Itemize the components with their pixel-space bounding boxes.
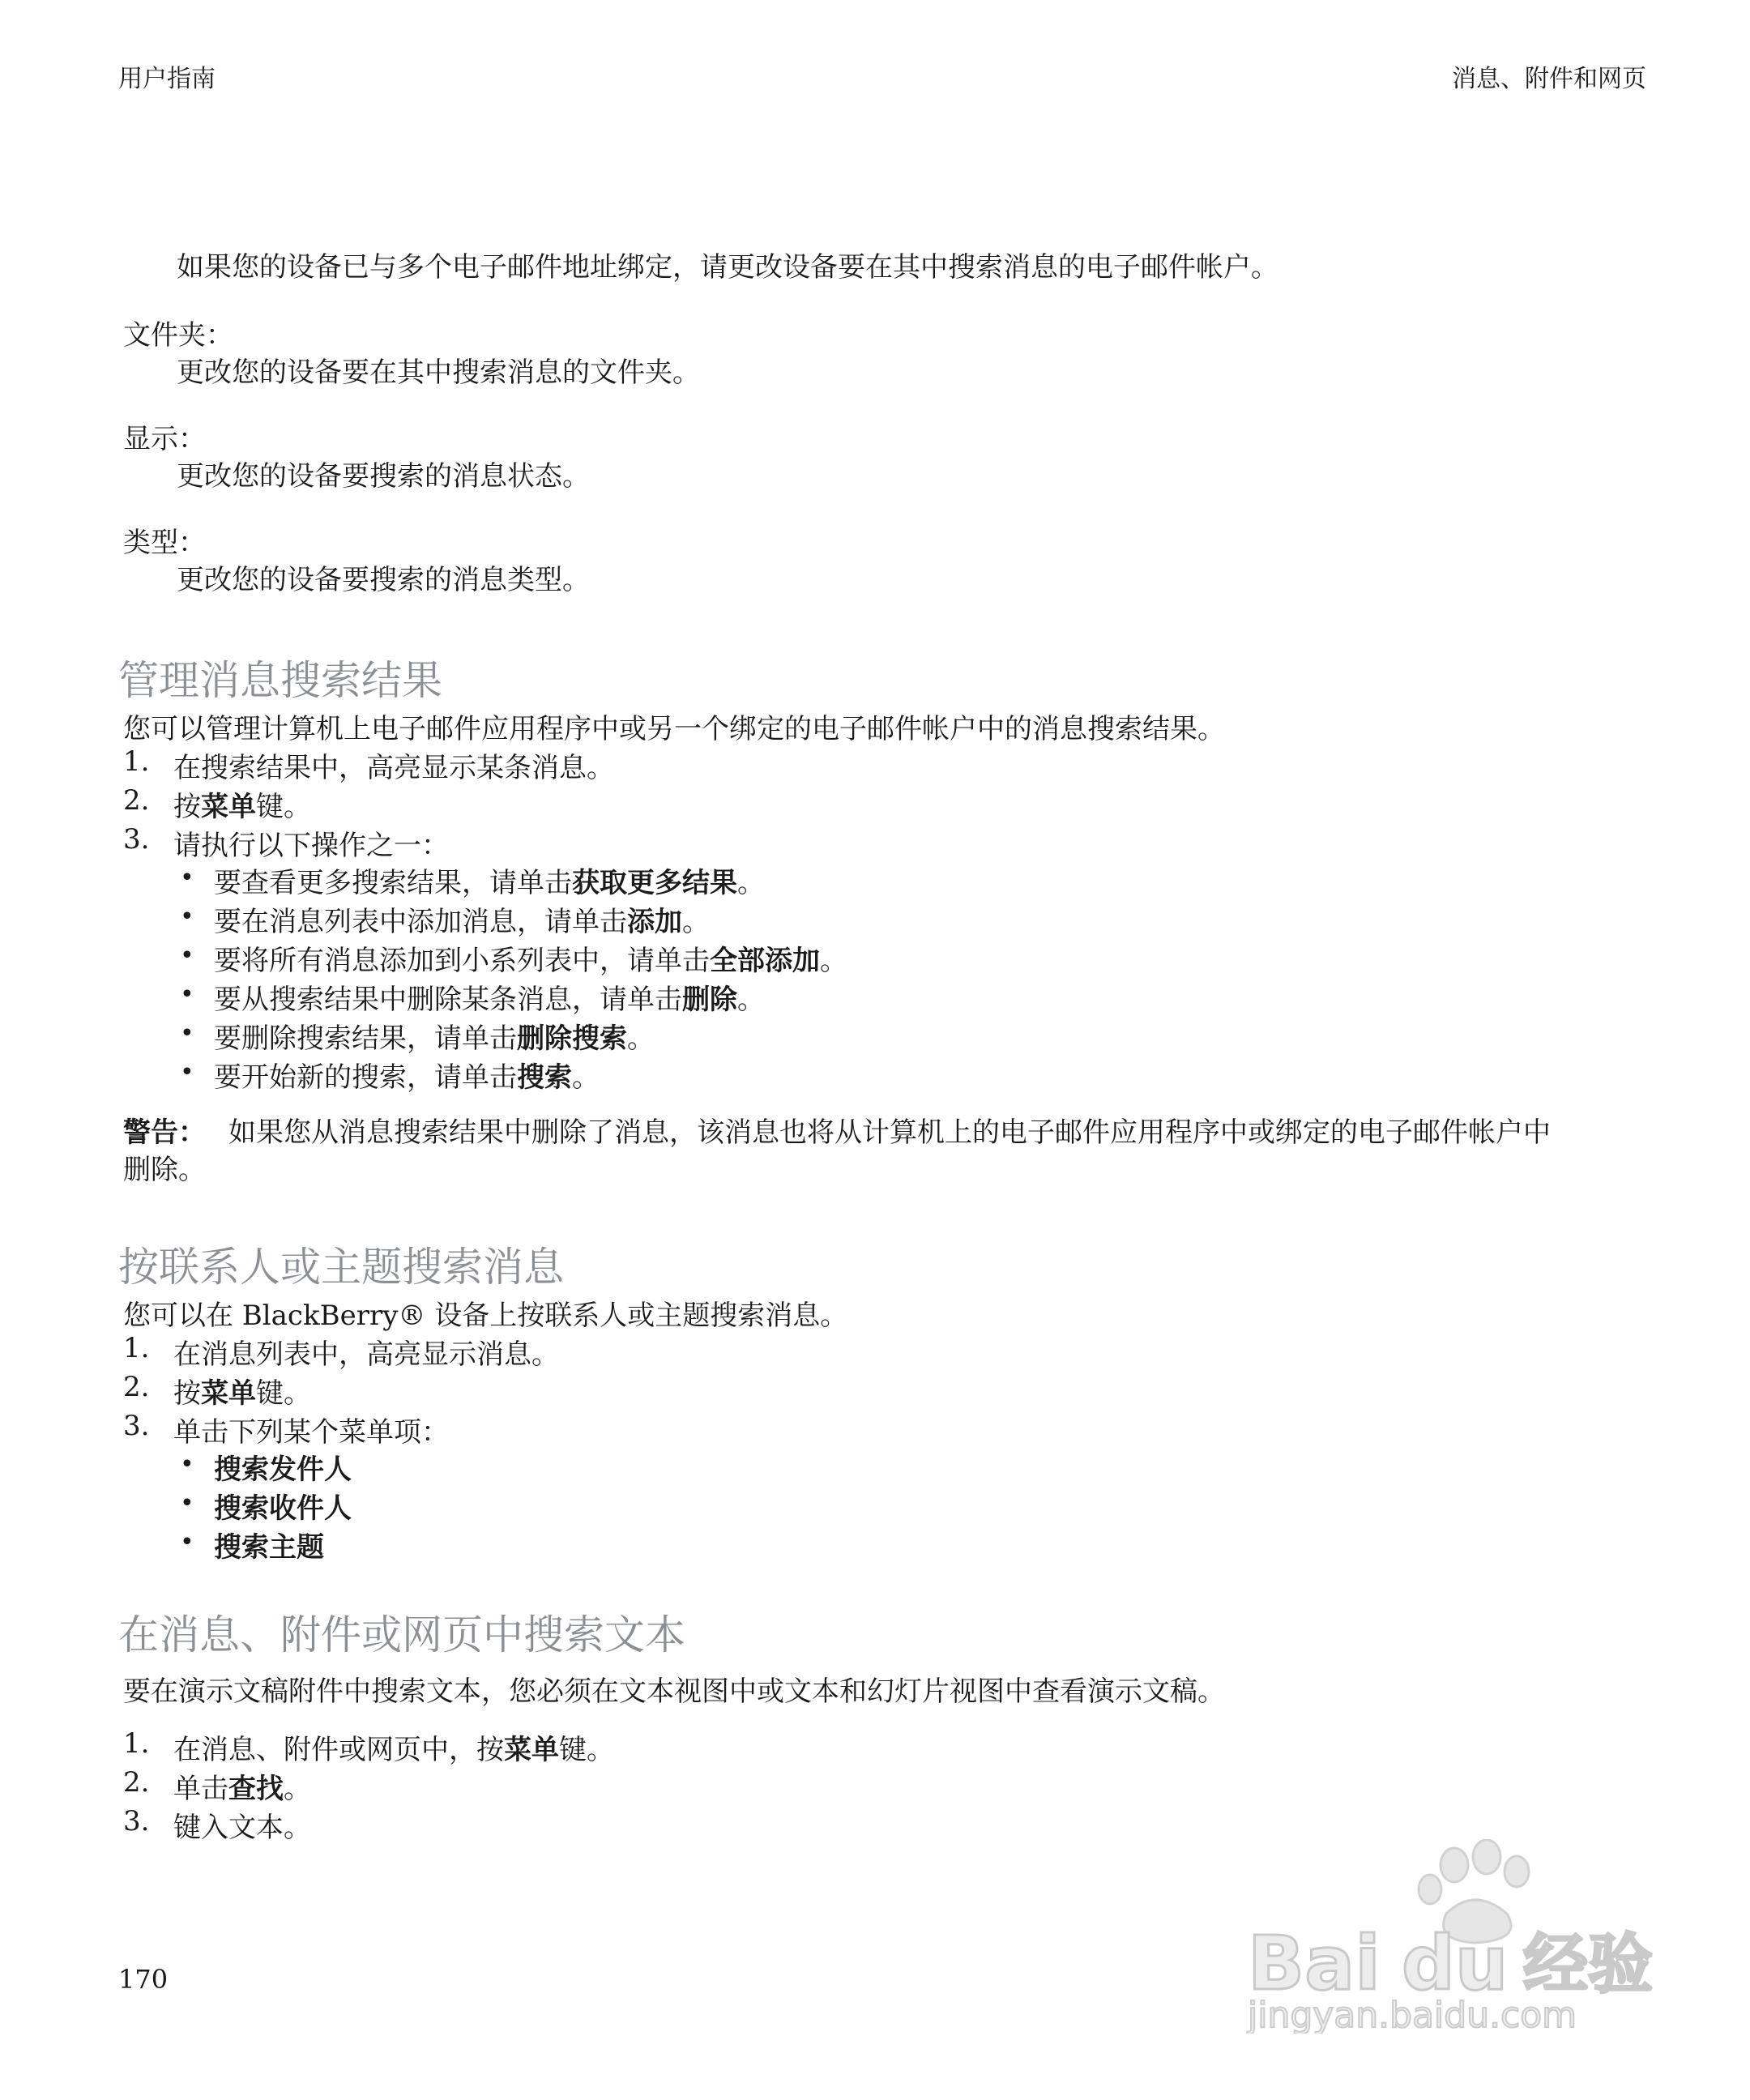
bullet-icon: •: [180, 1450, 194, 1479]
step-number: 1.: [123, 745, 150, 778]
step-text: 按菜单键。: [173, 791, 311, 823]
list-item: 要在消息列表中添加消息，请单击添加。: [214, 906, 710, 938]
step-text: 在消息列表中，高亮显示消息。: [173, 1338, 559, 1371]
bullet-icon: •: [180, 864, 194, 892]
section1-intro: 您可以管理计算机上电子邮件应用程序中或另一个绑定的电子邮件帐户中的消息搜索结果。: [123, 713, 1225, 745]
baidu-watermark-logo: [1240, 1839, 1661, 2034]
warning-text-line2: 删除。: [123, 1154, 206, 1186]
section-heading-search-contact: 按联系人或主题搜索消息: [118, 1244, 564, 1291]
field-label-folder: 文件夹：: [123, 319, 233, 352]
field-desc-type: 更改您的设备要搜索的消息类型。: [177, 564, 590, 596]
step-number: 3.: [123, 1805, 150, 1838]
field-desc-folder: 更改您的设备要在其中搜索消息的文件夹。: [177, 356, 700, 389]
step-text: 按菜单键。: [173, 1377, 311, 1410]
section3-intro: 要在演示文稿附件中搜索文本，您必须在文本视图中或文本和幻灯片视图中查看演示文稿。: [123, 1675, 1225, 1708]
list-item: 要查看更多搜索结果，请单击获取更多结果。: [214, 867, 765, 899]
bullet-icon: •: [180, 1528, 194, 1556]
header-right: 消息、附件和网页: [1452, 65, 1646, 93]
section2-intro: 您可以在 BlackBerry® 设备上按联系人或主题搜索消息。: [123, 1300, 848, 1332]
step-text: 单击查找。: [173, 1773, 311, 1805]
list-item: 要将所有消息添加到小系列表中，请单击全部添加。: [214, 945, 847, 977]
section-heading-search-text: 在消息、附件或网页中搜索文本: [118, 1611, 685, 1658]
step-number: 2.: [123, 1766, 150, 1799]
bullet-icon: •: [180, 941, 194, 970]
step-number: 2.: [123, 1371, 150, 1403]
list-item: 搜索收件人: [214, 1492, 352, 1525]
warning-label: 警告：: [123, 1116, 206, 1149]
step-text: 单击下列某个菜单项：: [173, 1416, 449, 1449]
list-item: 搜索主题: [214, 1531, 324, 1564]
bullet-icon: •: [180, 980, 194, 1009]
bullet-icon: •: [180, 1058, 194, 1086]
step-number: 2.: [123, 784, 150, 817]
step-number: 1.: [123, 1332, 150, 1364]
field-desc-show: 更改您的设备要搜索的消息状态。: [177, 460, 590, 493]
step-number: 1.: [123, 1727, 150, 1760]
field-label-show: 显示：: [123, 423, 206, 455]
svg-text:jingyan.baidu.com: jingyan.baidu.com: [1248, 1995, 1577, 2034]
list-item: 搜索发件人: [214, 1453, 352, 1486]
svg-text:经验: 经验: [1523, 1927, 1653, 2002]
step-number: 3.: [123, 1410, 150, 1442]
intro-text: 如果您的设备已与多个电子邮件地址绑定，请更改设备要在其中搜索消息的电子邮件帐户。: [177, 251, 1278, 284]
svg-text:Bai: Bai: [1248, 1920, 1381, 2007]
list-item: 要从搜索结果中删除某条消息，请单击删除。: [214, 984, 765, 1016]
list-item: 要删除搜索结果，请单击删除搜索。: [214, 1022, 655, 1055]
section-heading-manage-results: 管理消息搜索结果: [118, 657, 442, 704]
page-number: 170: [118, 1964, 169, 1995]
step-text: 在消息、附件或网页中，按菜单键。: [173, 1734, 614, 1766]
warning-text-line1: 如果您从消息搜索结果中删除了消息，该消息也将从计算机上的电子邮件应用程序中或绑定的电子邮件帐户中: [228, 1116, 1551, 1149]
bullet-icon: •: [180, 1019, 194, 1048]
paw-icon: [1240, 1839, 1661, 2034]
bullet-icon: •: [180, 903, 194, 931]
step-text: 在搜索结果中，高亮显示某条消息。: [173, 752, 614, 784]
svg-text:du: du: [1402, 1920, 1509, 2007]
list-item: 要开始新的搜索，请单击搜索。: [214, 1061, 600, 1094]
step-text: 请执行以下操作之一：: [173, 830, 449, 862]
bullet-icon: •: [180, 1489, 194, 1517]
header-left: 用户指南: [118, 65, 216, 93]
step-text: 键入文本。: [173, 1812, 311, 1844]
field-label-type: 类型：: [123, 527, 206, 559]
step-number: 3.: [123, 823, 150, 856]
